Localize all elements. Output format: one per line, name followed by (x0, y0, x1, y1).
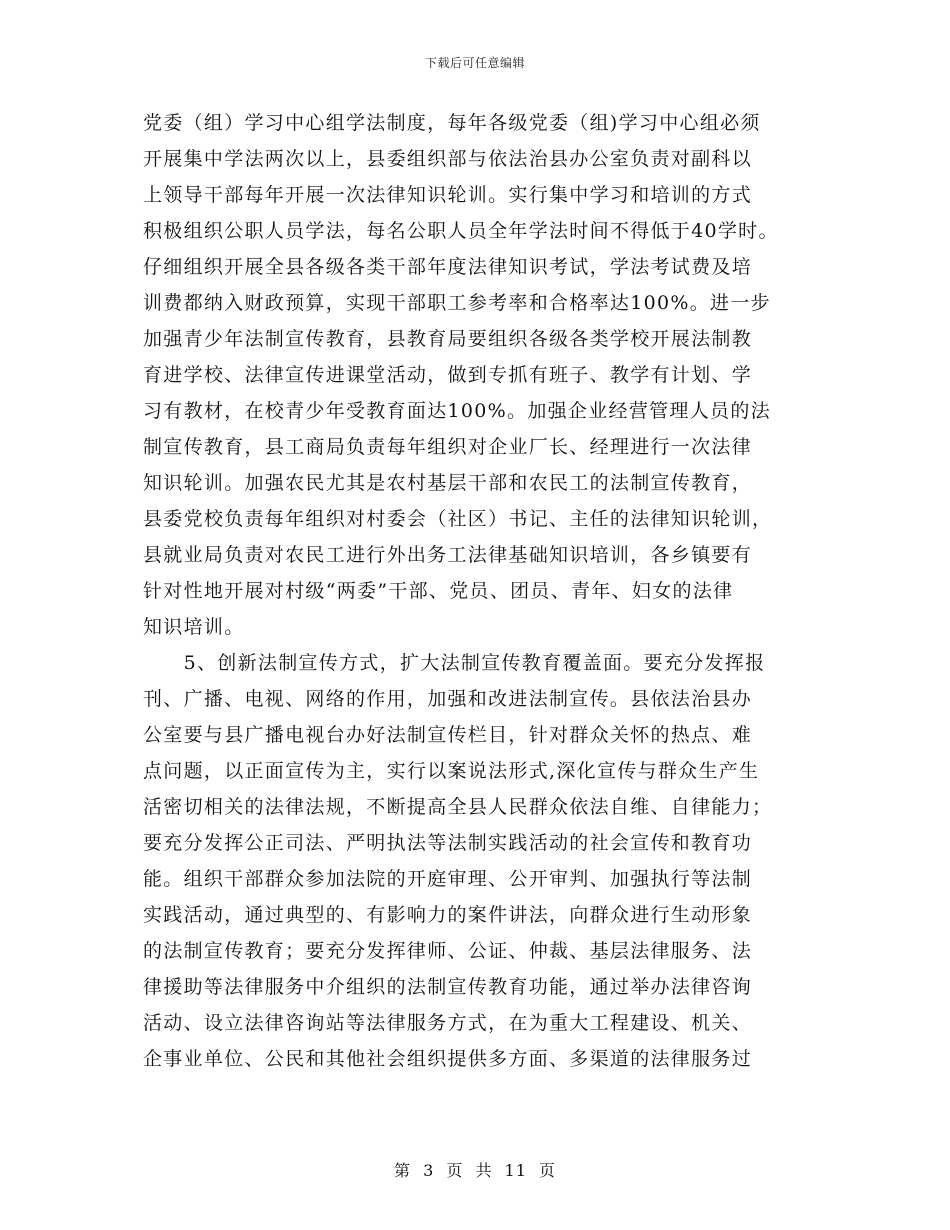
text-line: 公室要与县广播电视台办好法制宣传栏目，针对群众关怀的热点、难 (143, 724, 753, 746)
text-line: 开展集中学法两次以上，县委组织部与依法治县办公室负责对副科以 (143, 148, 753, 170)
text-line: 县委党校负责每年组织对村委会（社区）书记、主任的法律知识轮训， (143, 508, 773, 530)
text-line: 知识轮训。加强农民尤其是农村基层干部和农民工的法制宣传教育， (143, 472, 753, 494)
text-line: 针对性地开展对村级“两委”干部、党员、团员、青年、妇女的法律 (143, 580, 734, 602)
text-line: 积极组织公职人员学法，每名公职人员全年学法时间不得低于40学时。 (143, 220, 779, 242)
page-footer: 第 3 页 共 11 页 (394, 1161, 556, 1180)
page-header: 下载后可任意编辑 (424, 56, 525, 70)
text-line: 企事业单位、公民和其他社会组织提供多方面、多渠道的法律服务过 (143, 1048, 753, 1070)
text-line: 律援助等法律服务中介组织的法制宣传教育功能，通过举办法律咨询 (143, 976, 753, 998)
text-line: 知识培训。 (143, 616, 245, 638)
text-line: 点问题，以正面宣传为主，实行以案说法形式,深化宣传与群众生产生 (143, 760, 760, 782)
text-line: 要充分发挥公正司法、严明执法等法制实践活动的社会宣传和教育功 (143, 832, 753, 854)
text-line: 实践活动，通过典型的、有影响力的案件讲法，向群众进行生动形象 (143, 904, 753, 926)
text-line: 党委（组）学习中心组学法制度，每年各级党委（组)学习中心组必须 (143, 112, 761, 134)
text-line: 上领导干部每年开展一次法律知识轮训。实行集中学习和培训的方式 (143, 184, 753, 206)
text-line: 县就业局负责对农民工进行外出务工法律基础知识培训，各乡镇要有 (143, 544, 753, 566)
text-line: 刊、广播、电视、网络的作用，加强和改进法制宣传。县依法治县办 (143, 688, 753, 710)
text-line: 训费都纳入财政预算，实现干部职工参考率和合格率达100%。进一步 (143, 292, 771, 314)
text-line: 能。组织干部群众参加法院的开庭审理、公开审判、加强执行等法制 (143, 868, 753, 890)
text-line: 制宣传教育，县工商局负责每年组织对企业厂长、经理进行一次法律 (143, 436, 753, 458)
text-line: 的法制宣传教育；要充分发挥律师、公证、仲裁、基层法律服务、法 (143, 940, 753, 962)
text-line: 加强青少年法制宣传教育，县教育局要组织各级各类学校开展法制教 (143, 328, 753, 350)
text-line: 习有教材，在校青少年受教育面达100%。加强企业经营管理人员的法 (143, 400, 771, 422)
text-line: 活密切相关的法律法规，不断提高全县人民群众依法自维、自律能力； (143, 796, 773, 818)
paragraph-start-line: 5、创新法制宣传方式，扩大法制宣传教育覆盖面。要充分发挥报 (143, 652, 766, 674)
body-text (143, 105, 833, 1077)
text-line: 活动、设立法律咨询站等法律服务方式，在为重大工程建设、机关、 (143, 1012, 753, 1034)
text-line: 仔细组织开展全县各级各类干部年度法律知识考试，学法考试费及培 (143, 256, 753, 278)
text-line: 育进学校、法律宣传进课堂活动，做到专抓有班子、教学有计划、学 (143, 364, 753, 386)
